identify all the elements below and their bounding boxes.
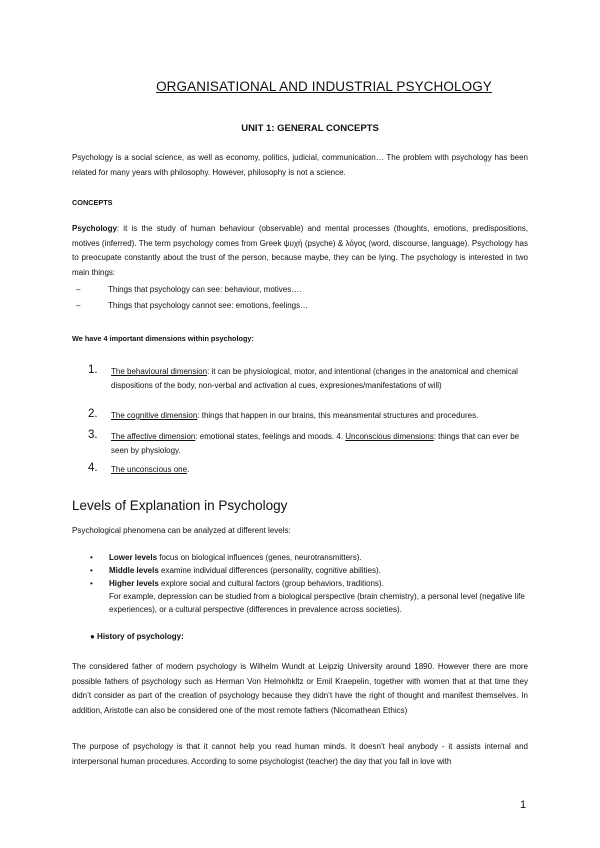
bullet-marker: • — [90, 566, 93, 575]
levels-intro: Psychological phenomena can be analyzed at different levels: — [72, 526, 291, 535]
dimension-description: : emotional states, feelings and moods. 4. — [195, 432, 346, 441]
list-item-text — [109, 577, 530, 616]
dimension-description: : things that happen in our brains, this meansmental structures and procedures. — [197, 411, 479, 420]
list-item — [88, 409, 528, 423]
list-item — [88, 365, 528, 393]
dimensions-heading: We have 4 important dimensions within psychology: — [72, 334, 254, 343]
level-description: focus on biological influences (genes, neurotransmitters). — [157, 553, 362, 562]
list-item — [90, 564, 530, 577]
page-number: 1 — [520, 799, 527, 811]
item-number: 1. — [88, 364, 98, 376]
bullet-marker: • — [90, 553, 93, 562]
list-item — [76, 285, 301, 294]
unit-title: UNIT 1: GENERAL CONCEPTS — [241, 123, 379, 134]
item-number: 4. — [88, 462, 98, 474]
list-item-text — [111, 365, 528, 393]
level-term: Higher levels — [109, 579, 159, 588]
bullet-marker: • — [90, 579, 93, 588]
level-term: Lower levels — [109, 553, 158, 562]
list-item — [90, 577, 530, 616]
item-number: 2. — [88, 408, 98, 420]
levels-example: For example, depression can be studied from a biological perspective (brain chemistry), a personal level (negative life experiences), or a cultural perspective (differences in prevalence across societies). — [109, 592, 525, 614]
list-item-text — [111, 430, 528, 458]
item-number: 3. — [88, 429, 98, 441]
levels-heading: Levels of Explanation in Psychology — [72, 498, 288, 513]
concepts-heading: CONCEPTS — [72, 198, 113, 207]
dash-marker: – — [76, 285, 81, 294]
history-paragraph: The considered father of modern psychology is Wilhelm Wundt at Leipzig University around 1890. However there are more possible fathers of psychology such as Herman Von Helmohkltz or Emil Kraepelin, together with women that at that time they didn’t consider as part of the creation of psychology because they didn’t have the right of thought and manifest themselves. In addition, Aristotle can also be considered one of the most remote fathers (Nicomathean Ethics) — [72, 662, 528, 715]
list-item — [88, 463, 528, 477]
list-item-text — [109, 564, 530, 577]
document-title: ORGANISATIONAL AND INDUSTRIAL PSYCHOLOGY — [156, 79, 492, 94]
list-item-text — [111, 409, 528, 423]
dimension-description: : things that can ever be seen by physiology. — [111, 432, 520, 455]
level-description: examine individual differences (personality, cognitive abilities). — [158, 566, 381, 575]
psychology-definition — [72, 222, 528, 280]
dimension-term: The affective dimension — [111, 432, 196, 441]
dimension-term: The unconscious one — [111, 465, 188, 474]
psychology-term: Psychology — [72, 224, 117, 233]
level-description: explore social and cultural factors (group behaviors, traditions). — [158, 579, 384, 588]
list-item-text — [111, 463, 528, 477]
list-item-text: Things that psychology can see: behaviour, motives…. — [108, 285, 302, 294]
dimension-term: The cognitive dimension — [111, 411, 198, 420]
level-term: Middle levels — [109, 566, 159, 575]
intro-paragraph: Psychology is a social science, as well as economy, politics, judicial, communication… The problem with psychology has been related for many years with philosophy. However, philosophy is not a science. — [72, 153, 528, 177]
dimension-term: The behavioural dimension — [111, 367, 208, 376]
dash-marker: – — [76, 301, 81, 310]
dimension-description: . — [187, 465, 190, 474]
psychology-definition-text: : it is the study of human behaviour (observable) and mental processes (thoughts, emotions, predispositions, motives (inferred). The term psychology comes from Greek ψυχή (psyche) & λόγος (word, discourse, language). Psychology has to preocupate constantly about the trust of the person, because maybe, they can be lying. The psychology is interested in two main things: — [72, 224, 528, 277]
history-heading: ● History of psychology: — [90, 632, 184, 641]
list-item-text — [109, 551, 530, 564]
list-item — [76, 301, 308, 310]
list-item-text: Things that psychology cannot see: emotions, feelings… — [108, 301, 309, 310]
dimension-description: : it can be physiological, motor, and intentional (changes in the anatomical and chemical dispositions of the body, non-verbal and activation al cues, expresiones/manifestations of will) — [111, 367, 518, 390]
purpose-paragraph: The purpose of psychology is that it cannot help you read human minds. It doesn’t heal anybody - it assists internal and interpersonal human procedures. According to some psychologist (teacher) the day that you fall in love with — [72, 742, 528, 766]
list-item — [90, 551, 530, 564]
dimension-term: Unconscious dimensions — [345, 432, 434, 441]
list-item — [88, 430, 528, 458]
